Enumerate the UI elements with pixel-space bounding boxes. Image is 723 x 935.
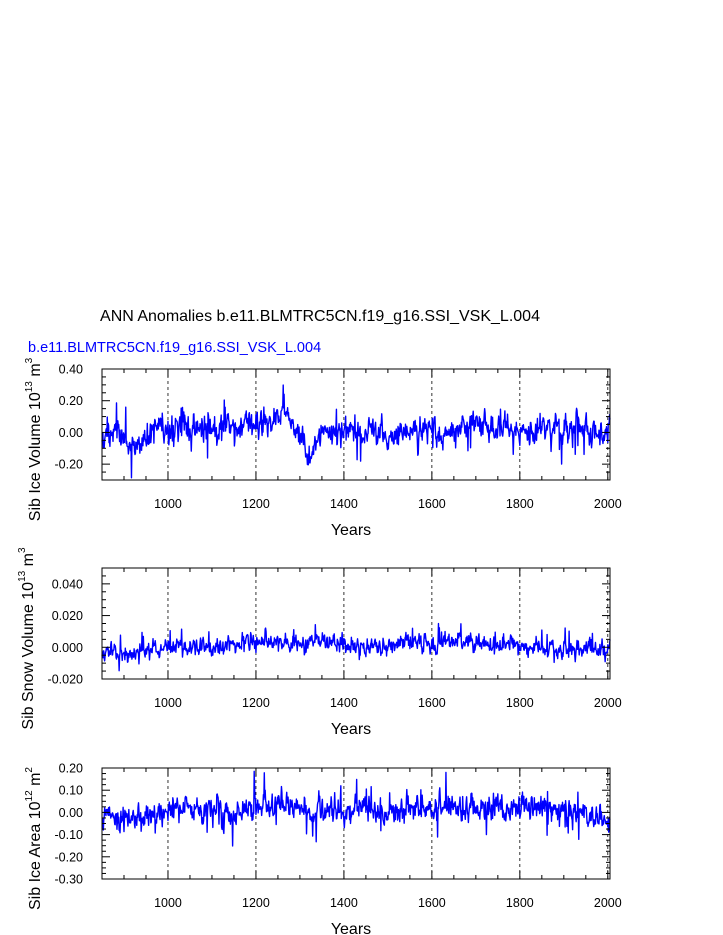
y-tick-label: 0.00 [58,425,83,440]
y-axis-title: Sib Ice Area $10^{12}$ $m^2$ [24,767,44,910]
y-tick-label: -0.020 [47,672,83,687]
x-tick-label: 1000 [154,497,182,511]
series-line [102,385,610,478]
x-axis-title: Years [330,721,372,738]
x-tick-label: 1200 [242,896,270,910]
x-tick-label: 1800 [505,696,534,710]
x-tick-label: 1400 [329,497,358,511]
x-tick-label: 1000 [154,896,182,910]
x-tick-label: 1800 [505,497,534,511]
chart-panel-3 [24,762,622,935]
y-axis-title: Sib Ice Volume $10^{13}$ $m^3$ [24,357,44,522]
y-tick-label: 0.040 [51,577,83,592]
x-tick-label: 1800 [505,896,534,910]
y-tick-label: 0.00 [58,805,83,820]
y-tick-label: 0.020 [51,609,83,624]
x-axis-title: Years [330,522,372,539]
y-tick-label: 0.000 [51,640,83,655]
x-tick-label: 1600 [417,696,446,710]
y-tick-label: -0.20 [54,850,83,865]
y-tick-label: -0.10 [54,828,83,843]
plot-frame [102,369,610,480]
series-line [102,771,610,846]
plot-frame [102,568,610,679]
y-tick-label: 0.10 [58,783,83,798]
x-tick-label: 1400 [329,696,358,710]
x-tick-label: 1400 [329,896,358,910]
x-tick-label: 1000 [154,696,182,710]
y-tick-label: -0.20 [54,457,83,472]
x-tick-label: 2000 [593,896,622,910]
y-tick-label: 0.40 [58,362,83,377]
x-tick-label: 1600 [417,896,446,910]
chart-subtitle: b.e11.BLMTRC5CN.f19_g16.SSI_VSK_L.004 [28,340,322,356]
chart-panel-1 [24,357,622,539]
x-tick-label: 1200 [242,696,270,710]
x-tick-label: 1200 [242,497,270,511]
chart-panel-2 [17,547,622,738]
chart-title: ANN Anomalies b.e11.BLMTRC5CN.f19_g16.SSI_VSK_L.004 [100,308,540,325]
y-axis-title: Sib Snow Volume $10^{13}$ $m^3$ [17,547,37,730]
y-tick-label: -0.30 [54,872,83,887]
y-tick-label: 0.20 [58,761,83,776]
x-tick-label: 1600 [417,497,446,511]
y-tick-label: 0.20 [58,394,83,409]
x-tick-label: 2000 [593,696,622,710]
series-line [102,624,610,671]
panels [17,357,622,935]
x-tick-label: 2000 [593,497,622,511]
x-axis-title: Years [330,921,372,935]
